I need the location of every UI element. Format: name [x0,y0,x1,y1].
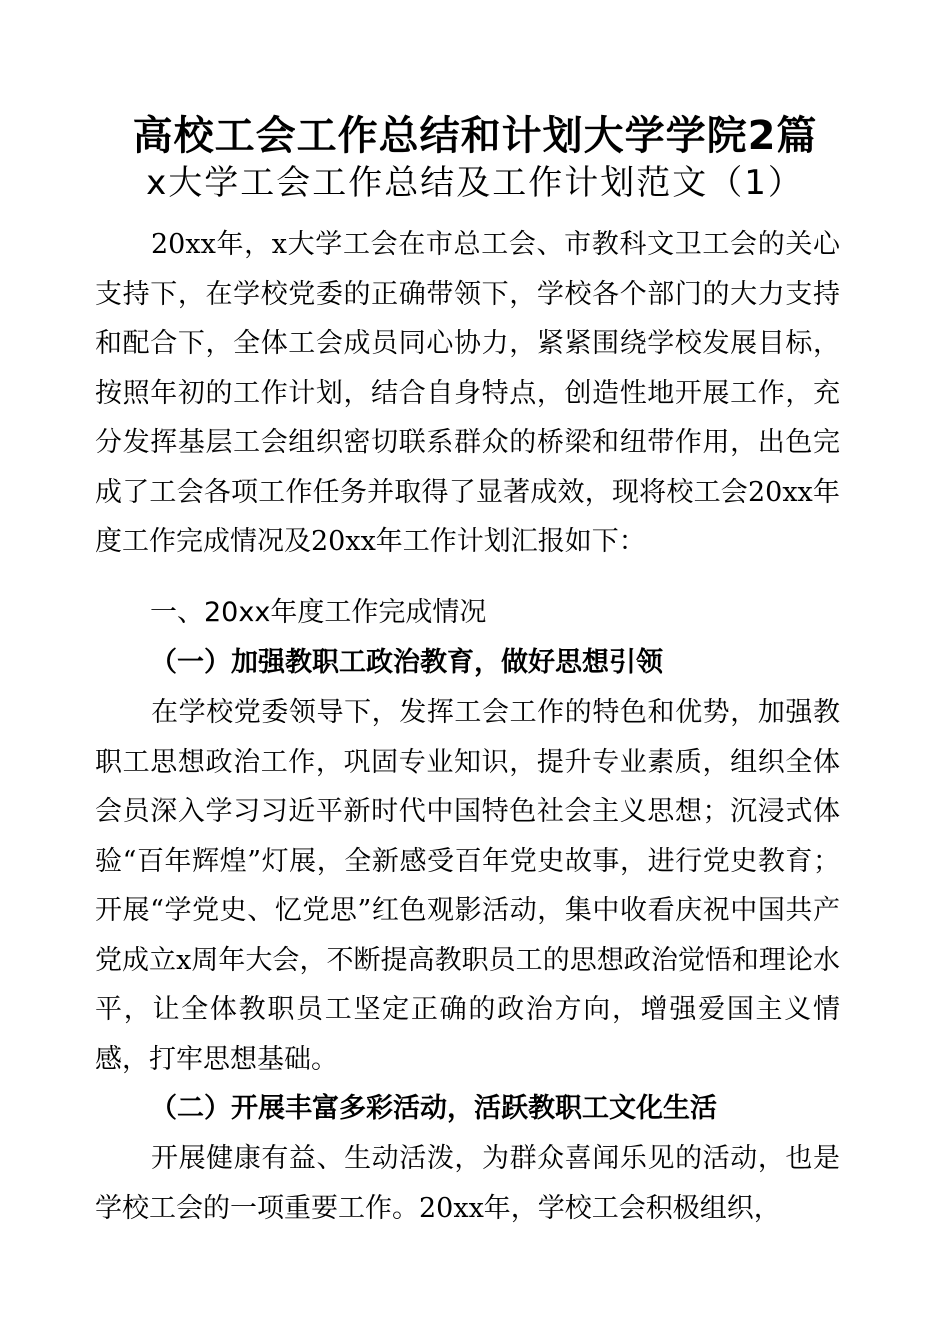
section-1-heading: 一、20xx年度工作完成情况 [150,597,487,628]
subsection-2-heading: （二）开展丰富多彩活动，活跃教职工文化生活 [150,1093,717,1124]
document-subtitle: x大学工会工作总结及工作计划范文（1） [146,163,804,203]
subsection-1-paragraph: 在学校党委领导下，发挥工会工作的特色和优势，加强教职工思想政治工作，巩固专业知识，提升专业素质，组织全体会员深入学习习近平新时代中国特色社会主义思想；沉浸式体验“百年辉煌”灯展，全新感受百年党史故事，进行党史教育；开展“学党史、忆党思”红色观影活动，集中收看庆祝中国共产党成立x周年大会，不断提高教职员工的思想政治觉悟和理论水平，让全体教职员工坚定正确的政治方向，增强爱国主义情感，打牢思想基础。 [95,697,840,1075]
intro-paragraph: 20xx年，x大学工会在市总工会、市教科文卫工会的关心支持下，在学校党委的正确带领下，学校各个部门的大力支持和配合下，全体工会成员同心协力，紧紧围绕学校发展目标，按照年初的工作计划，结合自身特点，创造性地开展工作，充分发挥基层工会组织密切联系群众的桥梁和纽带作用，出色完成了工会各项工作任务并取得了显著成效，现将校工会20xx年度工作完成情况及20xx年工作计划汇报如下： [95,229,840,557]
document-title: 高校工会工作总结和计划大学学院2篇 [132,113,818,159]
subsection-2-paragraph: 开展健康有益、生动活泼，为群众喜闻乐见的活动，也是学校工会的一项重要工作。20xx年，学校工会积极组织， [95,1143,840,1224]
subsection-1-heading: （一）加强教职工政治教育，做好思想引领 [150,647,663,678]
